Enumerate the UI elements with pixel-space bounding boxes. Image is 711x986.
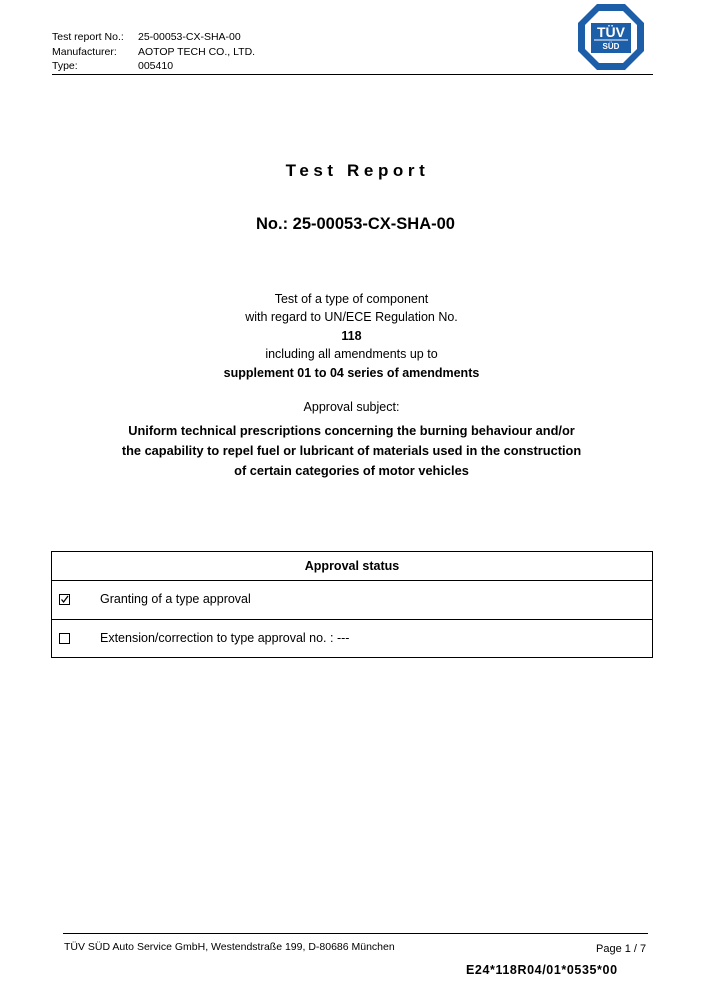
report-no-label: Test report No.: xyxy=(52,31,124,43)
logo-text-tuv: TÜV xyxy=(597,24,625,40)
footer-address: TÜV SÜD Auto Service GmbH, Westendstraße 199, D-80686 München xyxy=(64,941,395,953)
extension-checkbox[interactable] xyxy=(59,633,70,644)
approval-code: E24*118R04/01*0535*00 xyxy=(466,963,618,977)
intro-line-1: Test of a type of component xyxy=(274,292,429,306)
tuv-sud-logo xyxy=(577,3,645,71)
intro-text xyxy=(0,290,703,382)
header-divider xyxy=(52,74,653,75)
intro-line-2: with regard to UN/ECE Regulation No. xyxy=(245,310,458,325)
subject-line: Uniform technical prescriptions concerning the burning behaviour and/or xyxy=(128,423,575,438)
extension-label: Extension/correction to type approval no. : --- xyxy=(100,631,350,645)
report-header-info xyxy=(52,30,255,74)
type-label: Type: xyxy=(52,60,78,72)
supplement-text: supplement 01 to 04 series of amendments xyxy=(223,365,480,380)
check-icon xyxy=(60,595,69,604)
logo-text-sud: SÜD xyxy=(602,42,620,51)
footer-divider xyxy=(63,933,648,934)
subject-line: of certain categories of motor vehicles xyxy=(234,462,469,478)
granting-checkbox[interactable] xyxy=(59,594,70,605)
status-option-extension xyxy=(52,619,652,657)
granting-label: Granting of a type approval xyxy=(100,592,251,606)
type-value: 005410 xyxy=(138,60,174,72)
header-row-type xyxy=(52,59,255,74)
report-no-value: 25-00053-CX-SHA-00 xyxy=(138,31,241,43)
report-number: No.: 25-00053-CX-SHA-00 xyxy=(256,215,455,233)
header-row-manufacturer xyxy=(52,45,255,60)
approval-subject-label: Approval subject: xyxy=(303,400,400,414)
intro-line-4: including all amendments up to xyxy=(265,347,438,362)
status-option-granting xyxy=(52,581,652,619)
approval-status-heading: Approval status xyxy=(52,552,652,581)
subject-line: the capability to repel fuel or lubricant of materials used in the construction xyxy=(121,442,582,458)
manufacturer-label: Manufacturer: xyxy=(52,45,117,58)
approval-subject-text xyxy=(0,421,703,480)
regulation-number: 118 xyxy=(341,328,362,343)
approval-status-table xyxy=(51,551,653,658)
page-number: Page 1 / 7 xyxy=(596,943,647,955)
document-title: Test Report xyxy=(285,161,430,180)
header-row-report-no xyxy=(52,30,255,45)
manufacturer-value: AOTOP TECH CO., LTD. xyxy=(138,45,256,58)
